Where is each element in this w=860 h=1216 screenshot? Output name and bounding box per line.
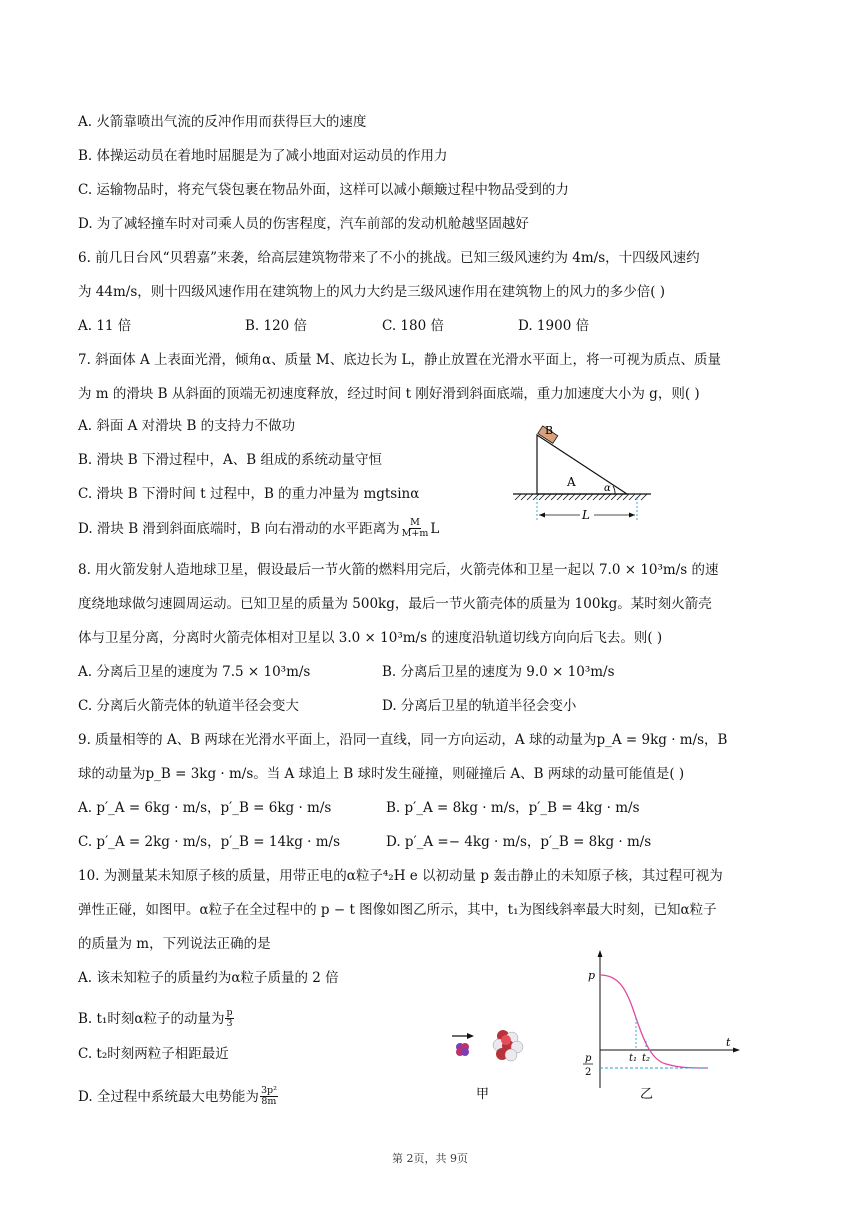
q8-stem-line1: 8. 用火箭发射人造地球卫星，假设最后一节火箭的燃料用完后，火箭壳体和卫星一起以 7.0 × 10³m/s 的速	[78, 562, 719, 578]
graph-label-t2: t₂	[642, 1053, 651, 1064]
fig-label-alpha: α	[604, 483, 611, 494]
q9-stem-line1: 9. 质量相等的 A、B 两球在光滑水平面上，沿同一直线，同一方向运动，A 球的动量为p_A = 9kg · m/s，B	[78, 732, 728, 748]
fig-label-b: B	[545, 424, 554, 437]
fraction-denominator: M+m	[401, 528, 429, 539]
alpha-particle	[456, 1043, 469, 1056]
q10-option-d-prefix: D. 全过程中系统最大电势能为	[78, 1088, 259, 1105]
dim-arrow-right	[629, 513, 635, 518]
fig-label-jia: 甲	[476, 1087, 490, 1102]
q7-option-c: C. 滑块 B 下滑时间 t 过程中，B 的重力冲量为 mgtsinα	[78, 486, 420, 502]
q6-option-d: D. 1900 倍	[518, 318, 590, 334]
dim-arrow-left	[539, 513, 545, 518]
q7-option-d-fraction	[401, 518, 430, 539]
angle-arc	[613, 486, 615, 494]
page-footer: 第 2页，共 9页	[392, 1152, 468, 1165]
q10-stem-line1: 10. 为测量某未知原子核的质量，用带正电的α粒子⁴₂H e 以初动量 p 轰击静止的未知原子核，其过程可视为	[78, 868, 723, 884]
q7-option-a: A. 斜面 A 对滑块 B 的支持力不做功	[78, 418, 296, 434]
t-axis-arrow	[733, 1048, 740, 1053]
q6-stem-line1: 6. 前几日台风“贝碧嘉”来袭，给高层建筑物带来了不小的挑战。已知三级风速约为 4m/s，十四级风速约	[78, 250, 700, 266]
graph-label-half-den: 2	[585, 1067, 592, 1078]
q9-stem-line2: 球的动量为p_B = 3kg · m/s。当 A 球追上 B 球时发生碰撞，则碰撞后 A、B 两球的动量可能值是( )	[78, 766, 685, 782]
incline-block	[537, 435, 627, 494]
q5-option-c: C. 运输物品时，将充气袋包裹在物品外面，这样可以减小颠簸过程中物品受到的力	[78, 182, 569, 198]
fraction-numerator: 3p²	[260, 1085, 277, 1096]
q7-option-d	[78, 518, 439, 539]
q7-option-d-suffix: L	[430, 520, 440, 537]
q6-option-a: A. 11 倍	[78, 318, 132, 334]
q7-option-b: B. 滑块 B 下滑过程中，A、B 组成的系统动量守恒	[78, 452, 382, 468]
q6-option-b: B. 120 倍	[245, 318, 308, 334]
momentum-curve	[600, 975, 708, 1068]
fig-label-yi: 乙	[640, 1087, 654, 1102]
q5-option-b: B. 体操运动员在着地时屈腿是为了减小地面对运动员的作用力	[78, 148, 448, 164]
q10-option-c: C. t₂时刻两粒子相距最近	[78, 1046, 229, 1062]
q8-option-a: A. 分离后卫星的速度为 7.5 × 10³m/s	[78, 664, 311, 680]
q10-option-b-prefix: B. t₁时刻α粒子的动量为	[78, 1010, 225, 1027]
q9-option-c: C. p′_A = 2kg · m/s，p′_B = 14kg · m/s	[78, 834, 341, 850]
fraction-numerator: M	[410, 517, 420, 528]
fig-label-l: L	[582, 508, 590, 522]
q6-stem-line2: 为 44m/s，则十四级风速作用在建筑物上的风力大约是三级风速作用在建筑物上的风力的多少倍( )	[78, 284, 666, 300]
q10-stem-line3: 的质量为 m，下列说法正确的是	[78, 936, 271, 952]
p-axis-arrow	[598, 950, 603, 957]
q5-option-a: A. 火箭靠喷出气流的反冲作用而获得巨大的速度	[78, 114, 367, 130]
q10-option-b	[78, 1008, 235, 1029]
graph-label-t: t	[726, 1036, 731, 1049]
fig-label-a: A	[567, 475, 576, 489]
q8-option-c: C. 分离后火箭壳体的轨道半径会变大	[78, 698, 299, 714]
q8-stem-line2: 度绕地球做匀速圆周运动。已知卫星的质量为 500kg，最后一节火箭壳体的质量为 100kg。某时刻火箭壳	[78, 596, 712, 612]
q7-stem-line1: 7. 斜面体 A 上表面光滑，倾角α、质量 M、底边长为 L，静止放置在光滑水平面上，将一可视为质点、质量	[78, 352, 721, 368]
q10-option-d-fraction	[260, 1086, 278, 1107]
q7-option-d-prefix: D. 滑块 B 滑到斜面底端时，B 向右滑动的水平距离为	[78, 520, 400, 537]
velocity-arrowhead	[467, 1033, 474, 1039]
q10-option-b-fraction	[225, 1008, 233, 1029]
graph-label-half-num: p	[585, 1053, 592, 1064]
q8-option-d: D. 分离后卫星的轨道半径会变小	[382, 698, 577, 714]
unknown-nucleus	[493, 1030, 523, 1061]
q10-option-a: A. 该未知粒子的质量约为α粒子质量的 2 倍	[78, 970, 339, 986]
graph-label-p: p	[588, 969, 596, 982]
q10-option-d	[78, 1086, 279, 1107]
fraction-denominator: 8m	[261, 1096, 277, 1107]
figure-jia	[440, 1020, 550, 1105]
q9-option-a: A. p′_A = 6kg · m/s，p′_B = 6kg · m/s	[78, 800, 332, 816]
fraction-numerator: p	[226, 1007, 233, 1018]
q7-stem-line2: 为 m 的滑块 B 从斜面的顶端无初速度释放，经过时间 t 刚好滑到斜面底端，重力加速度大小为 g，则( )	[78, 386, 700, 402]
q6-option-c: C. 180 倍	[382, 318, 444, 334]
q9-option-d: D. p′_A =− 4kg · m/s，p′_B = 8kg · m/s	[386, 834, 652, 850]
incline-figure	[505, 420, 655, 525]
graph-label-t1: t₁	[629, 1053, 638, 1064]
q9-option-b: B. p′_A = 8kg · m/s，p′_B = 4kg · m/s	[386, 800, 640, 816]
ground-hatching	[515, 494, 647, 500]
q8-stem-line3: 体与卫星分离，分离时火箭壳体相对卫星以 3.0 × 10³m/s 的速度沿轨道切线方向向后飞去。则( )	[78, 630, 663, 646]
q5-option-d: D. 为了减轻撞车时对司乘人员的伤害程度，汽车前部的发动机舱越坚固越好	[78, 216, 529, 232]
q10-stem-line2: 弹性正碰，如图甲。α粒子在全过程中的 p − t 图像如图乙所示，其中，t₁为图线斜率最大时刻，已知α粒子	[78, 902, 717, 918]
fraction-denominator: 3	[226, 1018, 233, 1029]
figure-yi-pt-graph	[576, 948, 746, 1108]
q8-option-b: B. 分离后卫星的速度为 9.0 × 10³m/s	[382, 664, 615, 680]
